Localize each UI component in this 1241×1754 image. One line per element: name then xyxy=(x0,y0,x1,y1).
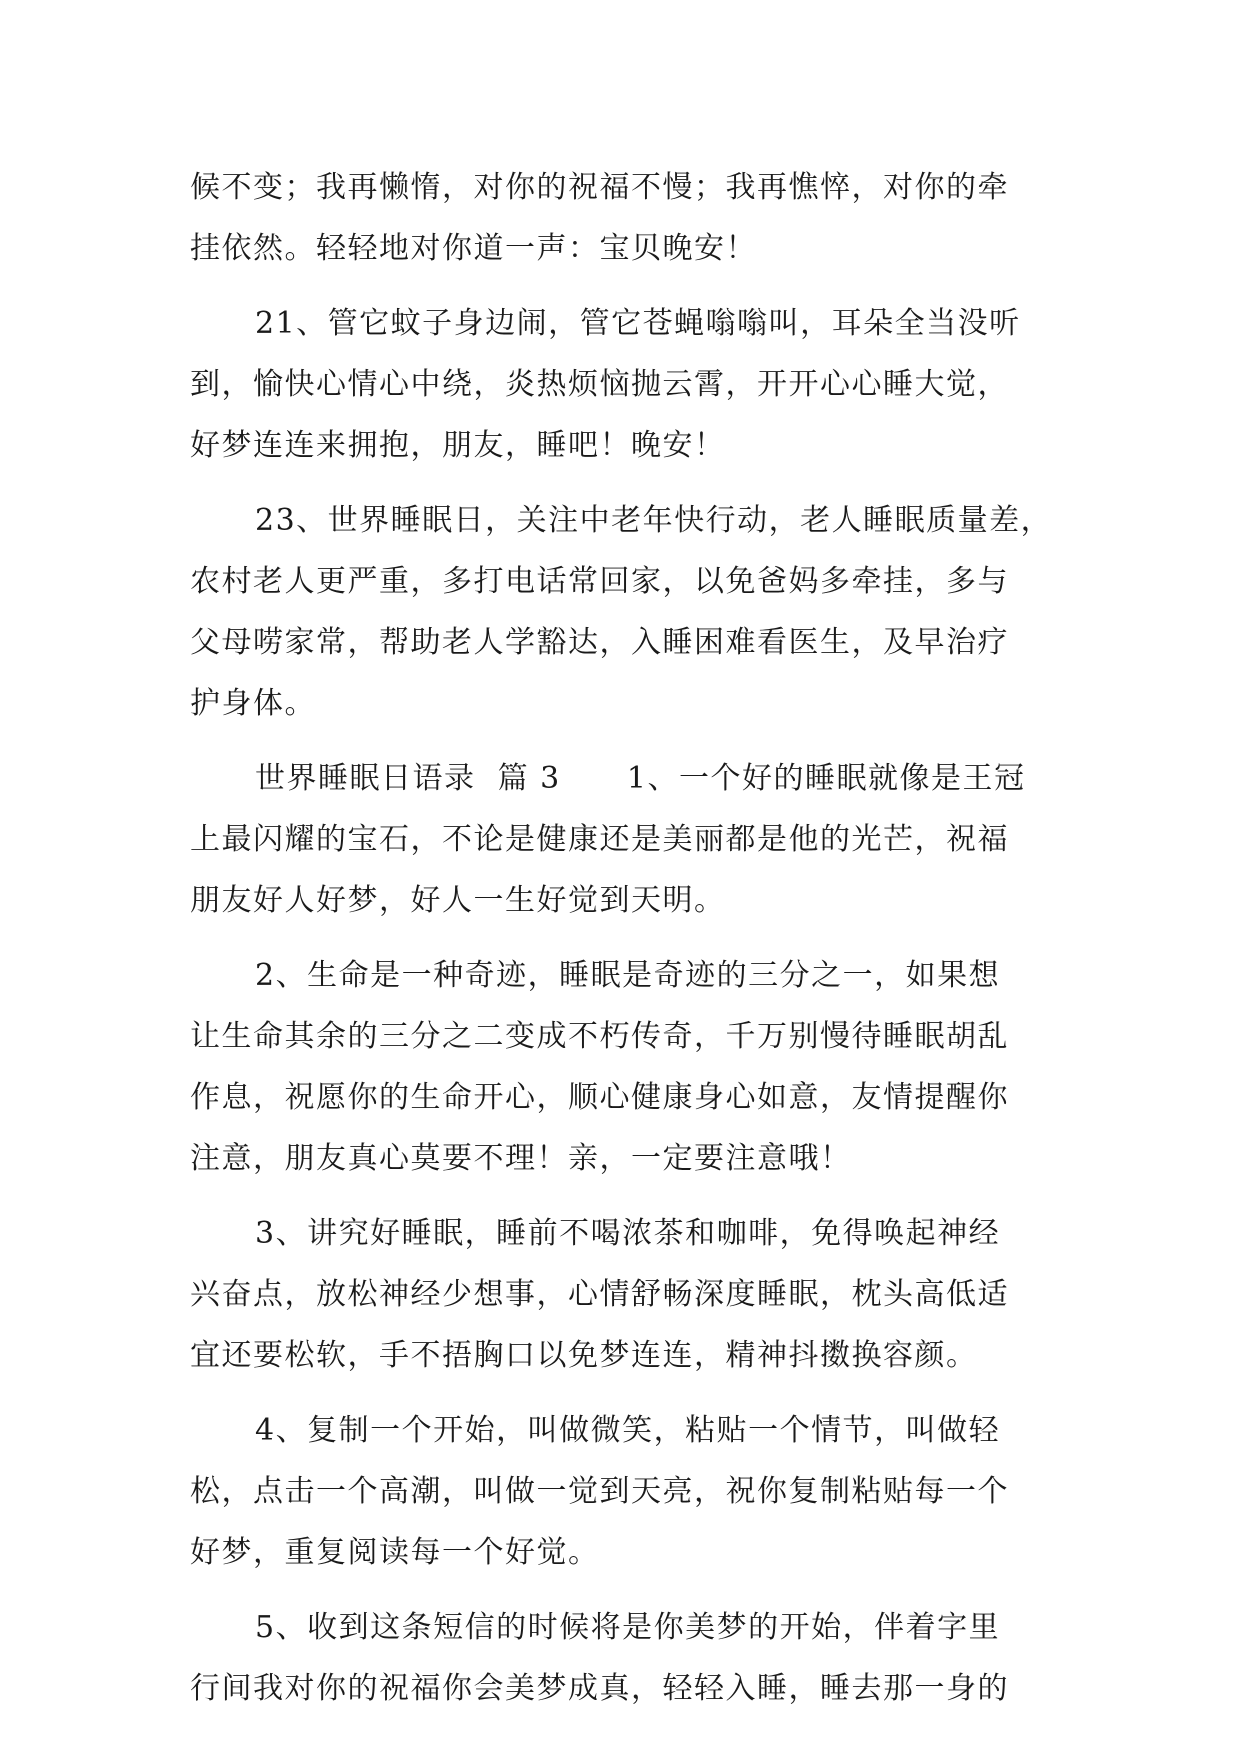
paragraph-line: 父母唠家常，帮助老人学豁达，入睡困难看医生，及早治疗 xyxy=(190,625,1009,660)
paragraph-line: 宜还要松软，手不捂胸口以免梦连连，精神抖擞换容颜。 xyxy=(190,1338,978,1373)
paragraph-line: 到，愉快心情心中绕，炎热烦恼抛云霄，开开心心睡大觉， xyxy=(190,367,1009,402)
paragraph-line: 好梦连连来拥抱，朋友，睡吧！晚安！ xyxy=(190,428,726,463)
paragraph-line: 2、生命是一种奇迹，睡眠是奇迹的三分之一，如果想 xyxy=(255,958,1001,993)
paragraph-line: 好梦，重复阅读每一个好觉。 xyxy=(190,1535,600,1570)
paragraph-line: 农村老人更严重，多打电话常回家，以免爸妈多牵挂，多与 xyxy=(190,564,1009,599)
paragraph-line: 朋友好人好梦，好人一生好觉到天明。 xyxy=(190,883,726,918)
paragraph-line: 5、收到这条短信的时候将是你美梦的开始，伴着字里 xyxy=(255,1610,1001,1645)
paragraph-line: 候不变；我再懒惰，对你的祝福不慢；我再憔悴，对你的牵 xyxy=(190,170,1009,205)
paragraph-line: 4、复制一个开始，叫做微笑，粘贴一个情节，叫做轻 xyxy=(255,1413,1001,1448)
paragraph-line: 行间我对你的祝福你会美梦成真，轻轻入睡，睡去那一身的 xyxy=(190,1671,1009,1706)
paragraph-line: 3、讲究好睡眠，睡前不喝浓茶和咖啡，免得唤起神经 xyxy=(255,1216,1001,1251)
paragraph-line: 松，点击一个高潮，叫做一觉到天亮，祝你复制粘贴每一个 xyxy=(190,1474,1009,1509)
paragraph-line: 护身体。 xyxy=(190,686,316,721)
paragraph-line: 作息，祝愿你的生命开心，顺心健康身心如意，友情提醒你 xyxy=(190,1080,1009,1115)
paragraph-line: 挂依然。轻轻地对你道一声：宝贝晚安！ xyxy=(190,231,757,266)
document-body xyxy=(190,157,1060,1719)
section-heading-line: 世界睡眠日语录 篇 3 1、一个好的睡眠就像是王冠 xyxy=(255,761,1026,796)
paragraph-line: 注意，朋友真心莫要不理！亲，一定要注意哦！ xyxy=(190,1141,852,1176)
paragraph-line: 让生命其余的三分之二变成不朽传奇，千万别慢待睡眠胡乱 xyxy=(190,1019,1009,1054)
paragraph-line: 兴奋点，放松神经少想事，心情舒畅深度睡眠，枕头高低适 xyxy=(190,1277,1009,1312)
paragraph-line: 23、世界睡眠日，关注中老年快行动，老人睡眠质量差， xyxy=(255,503,1053,538)
paragraph-line: 21、管它蚊子身边闹，管它苍蝇嗡嗡叫，耳朵全当没听 xyxy=(255,306,1021,341)
paragraph-line: 上最闪耀的宝石，不论是健康还是美丽都是他的光芒，祝福 xyxy=(190,822,1009,857)
